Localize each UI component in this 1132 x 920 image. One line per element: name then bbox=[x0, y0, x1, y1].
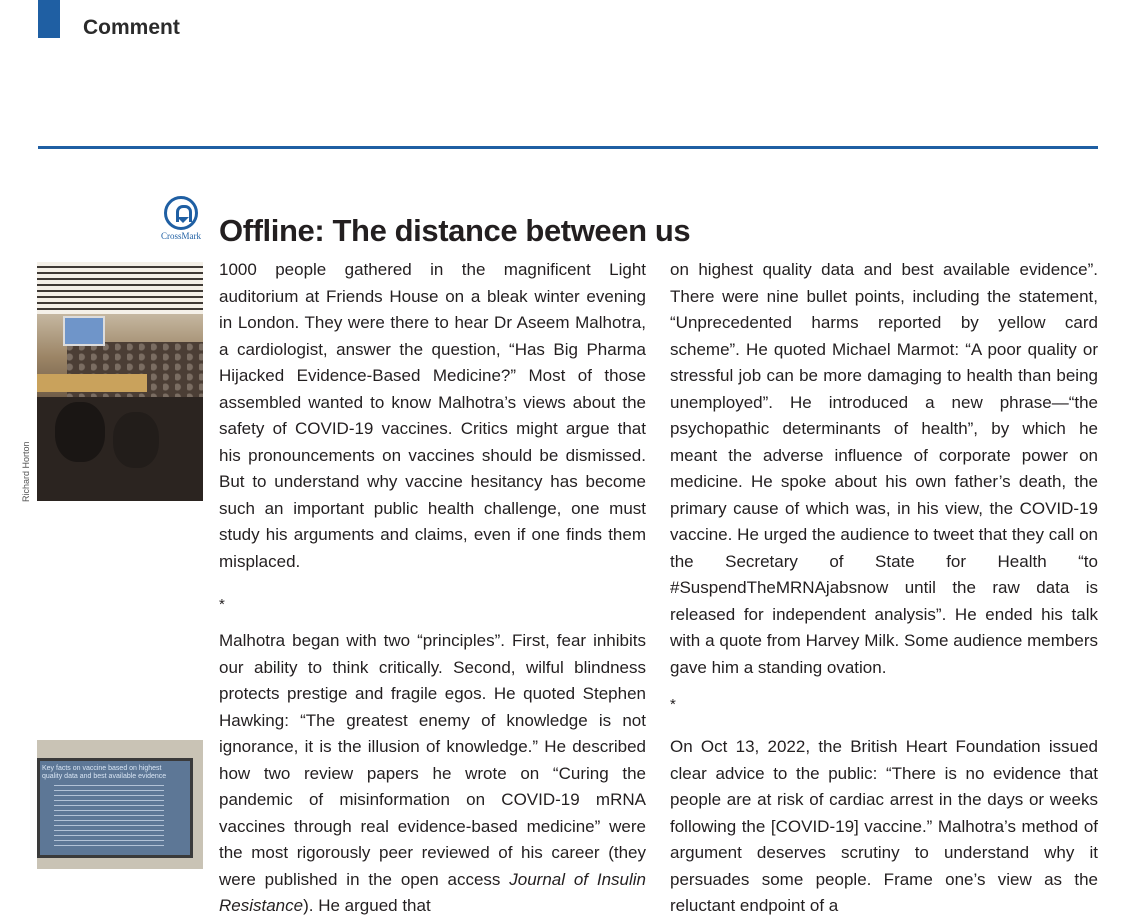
paragraph: on highest quality data and best available evidence”. There were nine bullet points, including the statement, “Unprecedented harms reported by yellow card scheme”. He quoted Michael Marmot: “A poor quality or stressful job can be more damaging to health than being unemployed”. He introduced a new phrase—“the psychopathic determinants of health”, by which he meant the adverse influence of corporate power on medicine. He spoke about his own father’s death, the primary cause of which was, in his view, the COVID-19 vaccine. He urged the audience to tweet that they call on the Secretary of State for Health “to #SuspendTheMRNAjabsnow until the raw data is released for independent analysis”. He ended his talk with a quote from Harvey Milk. Some audience members gave him a standing ovation. bbox=[670, 260, 1098, 677]
paragraph: On Oct 13, 2022, the British Heart Foundation issued clear advice to the public: “There is no evidence that people are at risk of cardiac arrest in the days or weeks following the [COVID-19] vaccine.” Malhotra’s method of argument deserves scrutiny to understand why it persuades some people. Frame one’s view as the reluctant endpoint of a bbox=[670, 737, 1098, 915]
section-separator: * bbox=[670, 696, 676, 713]
article-column-1 bbox=[219, 257, 646, 920]
article-title: Offline: The distance between us bbox=[219, 212, 691, 248]
slide-photo bbox=[37, 740, 203, 869]
section-label: Comment bbox=[83, 16, 180, 39]
article-column-2 bbox=[670, 257, 1098, 920]
paragraph: 1000 people gathered in the magnificent Light auditorium at Friends House on a bleak winter evening in London. They were there to hear Dr Aseem Malhotra, a cardiologist, answer the question, “Has Big Pharma Hijacked Evidence-Based Medicine?” Most of those assembled wanted to know Malhotra’s views about the safety of COVID-19 vaccines. Critics might argue that his pronouncements on vaccines should be dismissed. But to understand why vaccine hesitancy has become such an important public health challenge, one must study his arguments and claims, even if one finds them misplaced. bbox=[219, 260, 646, 571]
section-separator: * bbox=[219, 596, 225, 613]
section-marker bbox=[38, 0, 60, 38]
paragraph: Malhotra began with two “principles”. First, fear inhibits our ability to think critically. Second, wilful blindness protects prestige and fragile egos. He quoted Stephen Hawking: “The greatest enemy of knowledge is not ignorance, it is the illusion of knowledge.” He described how two review papers he wrote on “Curing the pandemic of misinformation on COVID-19 mRNA vaccines through real evidence-based medicine” were the most rigorously peer reviewed of his career (they were published in the open access Journal of Insulin Resistance). He argued that bbox=[219, 631, 646, 915]
header-rule bbox=[38, 146, 1098, 149]
journal-name: Journal of Insulin Resistance bbox=[219, 869, 646, 915]
crossmark-label: CrossMark bbox=[161, 231, 201, 241]
slide-title: Key facts on vaccine based on highest quality data and best available evidence bbox=[42, 765, 167, 780]
crossmark-badge[interactable] bbox=[158, 196, 204, 241]
projected-slide bbox=[37, 758, 193, 858]
crossmark-icon bbox=[164, 196, 198, 230]
photo-credit: Richard Horton bbox=[21, 441, 31, 502]
auditorium-photo bbox=[37, 262, 203, 501]
